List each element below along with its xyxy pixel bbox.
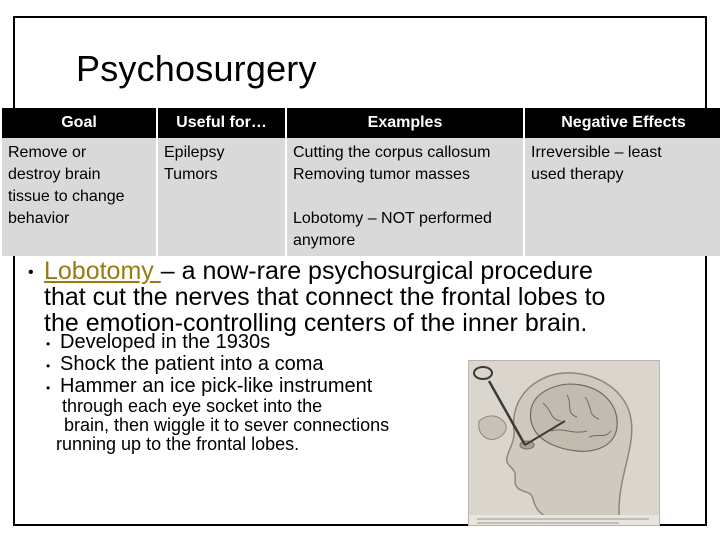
table-header-row xyxy=(2,108,720,138)
bullet-dot-icon: • xyxy=(46,359,51,373)
slide-title: Psychosurgery xyxy=(76,48,317,89)
cell-examples xyxy=(287,138,523,256)
negative-effect-line: used therapy xyxy=(531,166,624,183)
example-spacer xyxy=(293,186,517,208)
cell-negative-effects xyxy=(525,138,720,256)
goal-line: destroy brain xyxy=(8,166,101,183)
sub-bullet-continuation: running up to the frontal lobes. xyxy=(56,434,300,454)
goal-line: tissue to change xyxy=(8,188,125,205)
lobotomy-illustration-image xyxy=(468,360,660,526)
psychosurgery-table xyxy=(0,108,720,256)
main-bullet-definition: – a now-rare psychosurgical procedure xyxy=(160,257,593,285)
sub-bullet xyxy=(46,353,486,375)
header-examples: Examples xyxy=(287,108,523,138)
bullet-dot-icon: • xyxy=(46,381,51,395)
header-useful-for: Useful for… xyxy=(158,108,285,138)
sub-bullet-list xyxy=(46,331,486,454)
example-line: anymore xyxy=(293,232,356,249)
negative-effect-line: Irreversible – least xyxy=(531,144,662,161)
main-bullet-line-2: that cut the nerves that connect the frontal lobes to xyxy=(44,283,606,311)
useful-for-line: Tumors xyxy=(164,166,218,183)
sub-bullet-text: Hammer an ice pick-like instrument xyxy=(60,375,373,397)
lobotomy-term: Lobotomy xyxy=(44,257,161,285)
useful-for-line: Epilepsy xyxy=(164,144,225,161)
sub-bullet xyxy=(46,331,486,353)
bullet-dot-icon: • xyxy=(46,337,51,351)
bullet-dot-icon: • xyxy=(28,264,34,281)
header-negative-effects: Negative Effects xyxy=(525,108,720,138)
main-bullet-line-1 xyxy=(44,258,688,284)
cell-useful-for xyxy=(158,138,285,256)
example-line: Cutting the corpus callosum xyxy=(293,144,491,161)
goal-line: Remove or xyxy=(8,144,87,161)
example-line: Removing tumor masses xyxy=(293,166,470,183)
sub-bullet-text: Developed in the 1930s xyxy=(60,331,271,353)
main-bullet-block xyxy=(28,258,688,336)
table-row xyxy=(2,138,720,256)
sub-bullet-continuation: brain, then wiggle it to sever connections xyxy=(64,415,390,435)
main-bullet xyxy=(28,258,688,336)
example-line: Lobotomy – NOT performed xyxy=(293,210,492,227)
goal-line: behavior xyxy=(8,210,70,227)
sub-bullet-continuation: through each eye socket into the xyxy=(62,396,323,416)
cell-goal xyxy=(2,138,156,256)
main-bullet-line-3: the emotion-controlling centers of the inner brain. xyxy=(44,309,588,337)
sub-bullet-text: Shock the patient into a coma xyxy=(60,353,324,375)
sub-bullet xyxy=(46,375,486,397)
header-goal: Goal xyxy=(2,108,156,138)
